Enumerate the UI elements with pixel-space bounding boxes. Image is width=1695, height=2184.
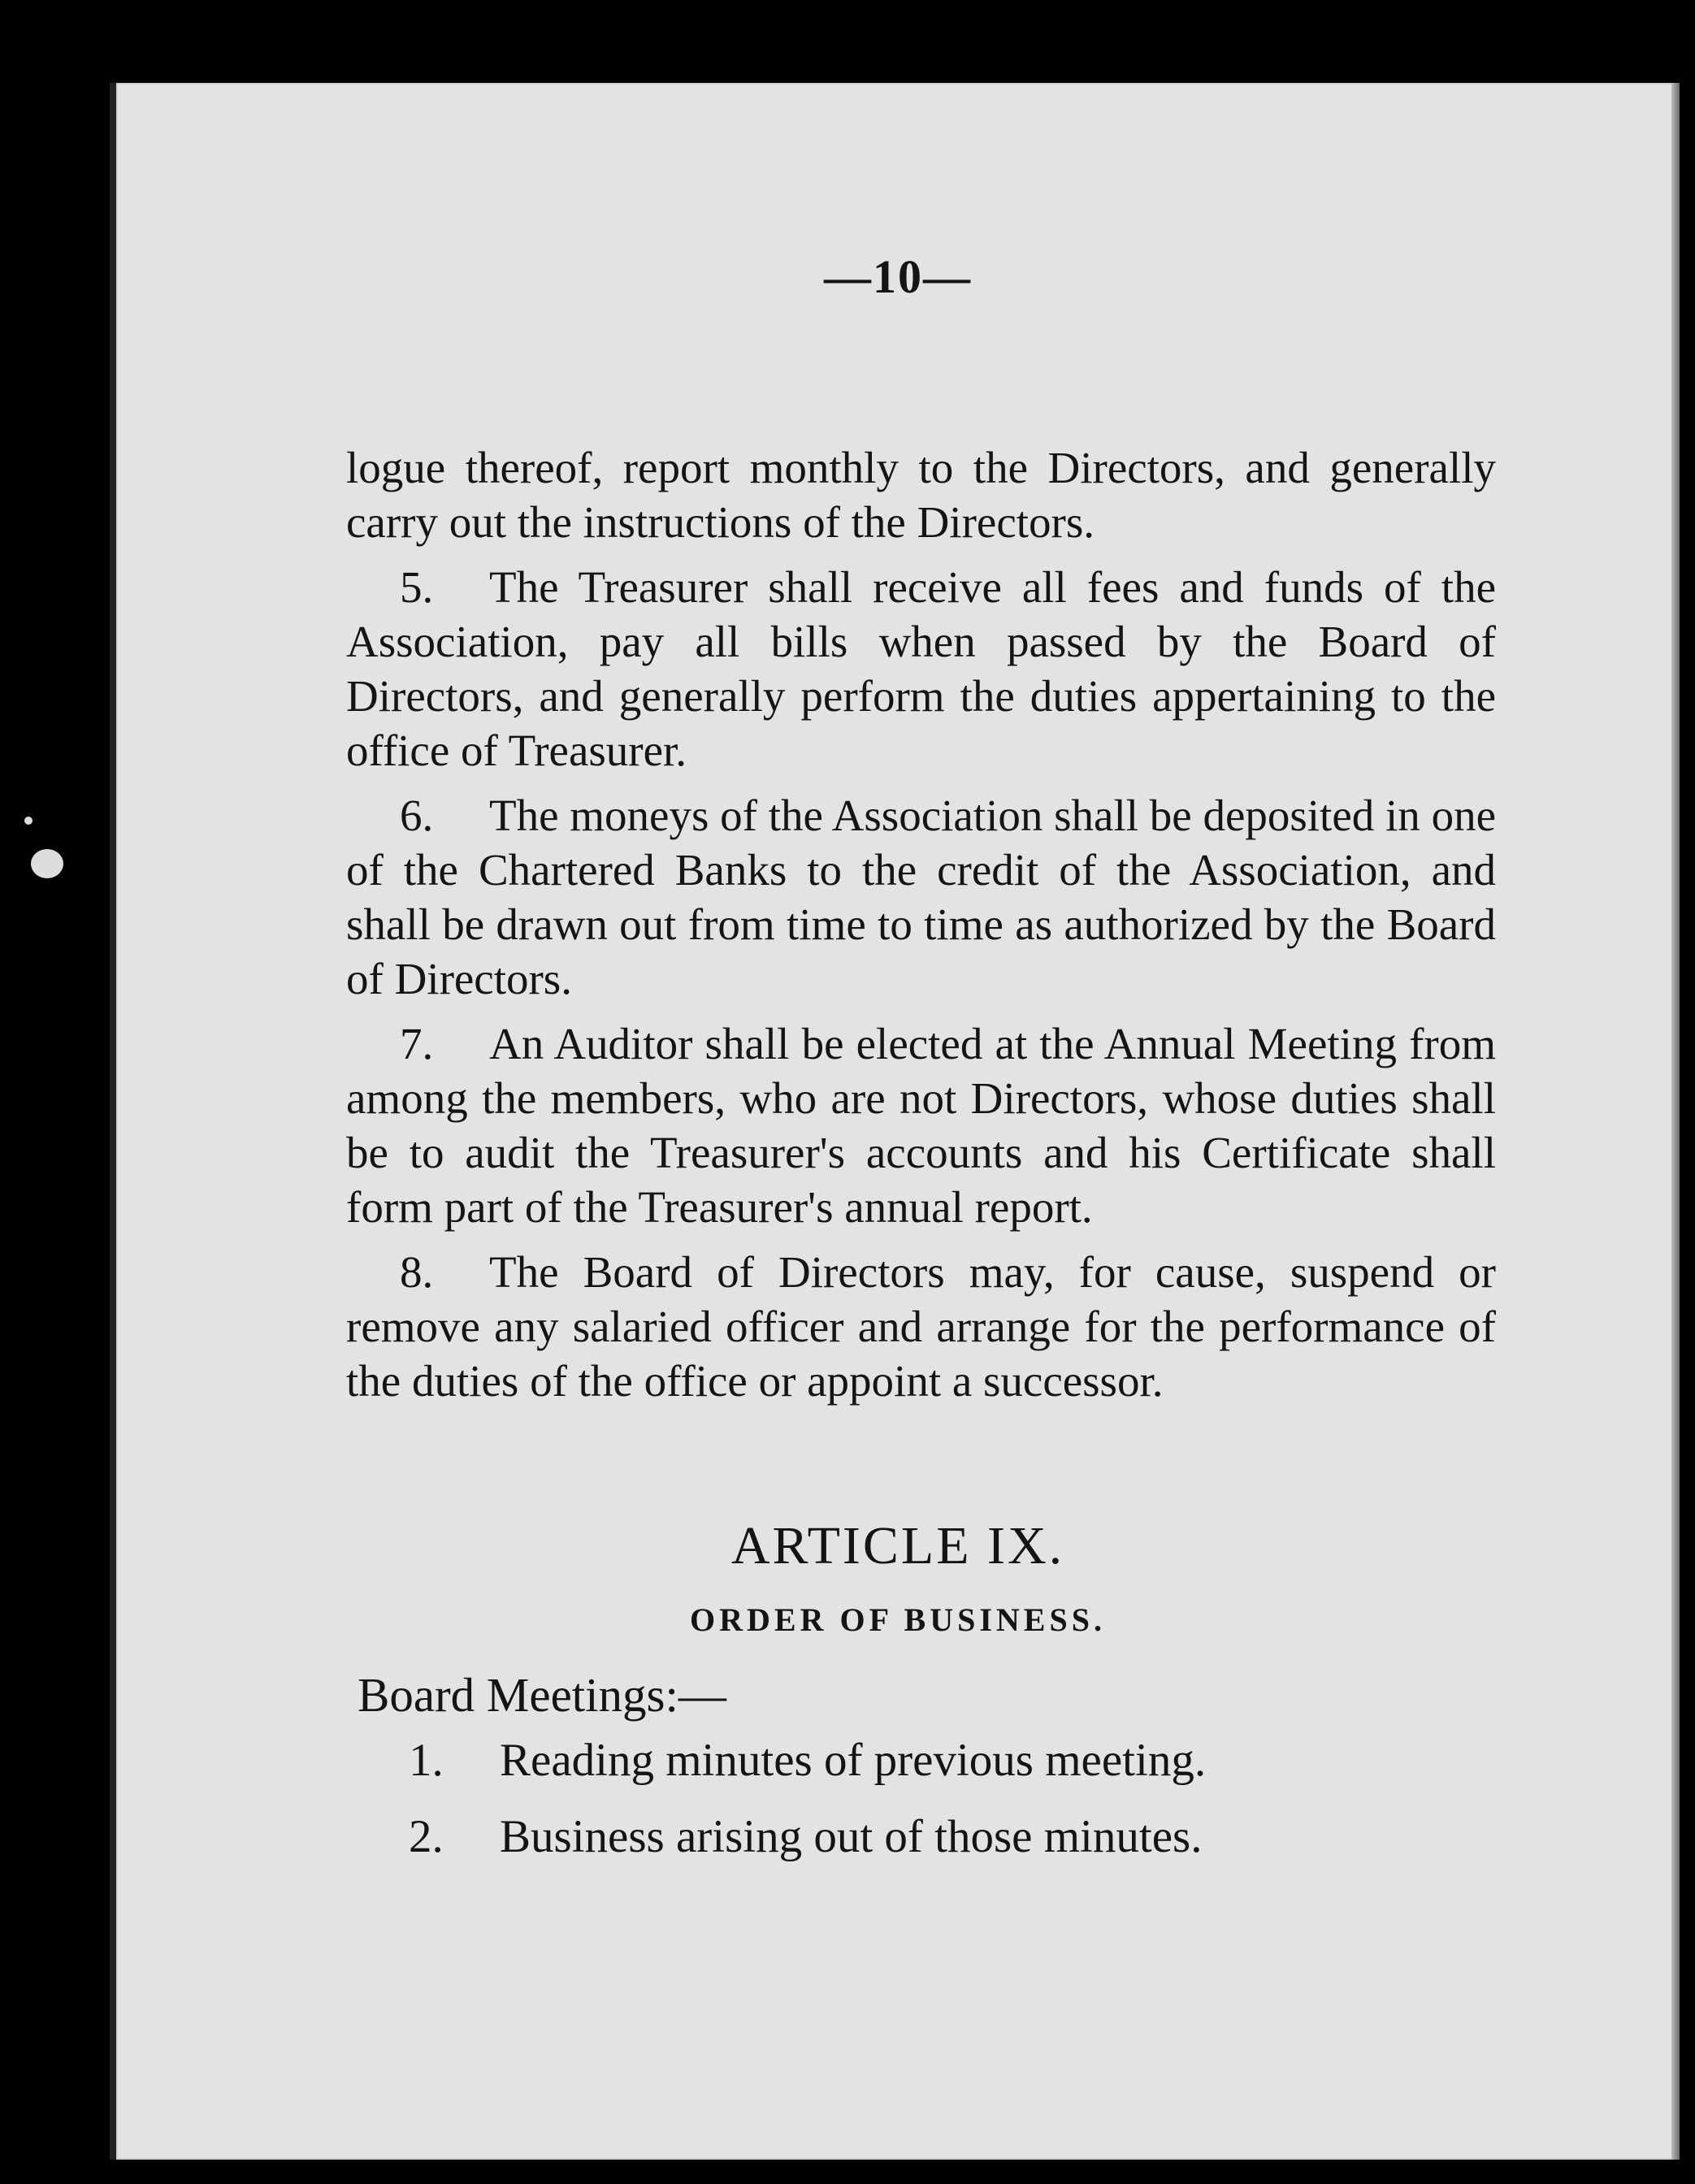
paragraph-text: An Auditor shall be elected at the Annual Meeting from among the members, who are not Directors, whose duties shall be to audit the Treasurer's accounts and his Certificate shall form part of the Treasurer's annual report.	[346, 1019, 1496, 1232]
paragraph-5	[346, 560, 1496, 778]
paragraph-continuation	[346, 440, 1496, 549]
article-title: ARTICLE IX.	[730, 1516, 1065, 1575]
paragraph-number: 8.	[400, 1247, 434, 1297]
paragraph-6	[346, 788, 1496, 1006]
list-item-text: Reading minutes of previous meeting.	[500, 1735, 1207, 1786]
paragraph-8	[346, 1245, 1496, 1408]
list-item-number: 2.	[409, 1811, 444, 1862]
scan-speck	[24, 817, 33, 825]
paragraph-text: The Board of Directors may, for cause, suspend or remove any salaried officer and arrange for the performance of the duties of the office or appoint a successor.	[346, 1247, 1496, 1406]
page-number: —10—	[824, 250, 972, 303]
paragraph-text: The Treasurer shall receive all fees and funds of the Association, pay all bills when passed by the Board of Directors, and generally perform the duties appertaining to the office of Treasurer.	[346, 562, 1496, 775]
paragraph-number: 5.	[400, 562, 434, 612]
scan-speck	[31, 849, 63, 878]
board-meetings-heading: Board Meetings:—	[358, 1668, 726, 1722]
list-item	[409, 1810, 1202, 1863]
paragraph-number: 6.	[400, 791, 434, 840]
body-text	[346, 440, 1496, 1419]
paragraph-text: logue thereof, report monthly to the Directors, and generally carry out the instructions of the Directors.	[346, 443, 1496, 547]
list-item	[409, 1734, 1206, 1787]
list-item-text: Business arising out of those minutes.	[500, 1811, 1203, 1862]
article-subtitle: ORDER OF BUSINESS.	[690, 1601, 1106, 1638]
document-page	[110, 83, 1680, 2160]
list-item-number: 1.	[409, 1735, 444, 1786]
paragraph-7	[346, 1016, 1496, 1234]
paragraph-text: The moneys of the Association shall be deposited in one of the Chartered Banks to the credit of the Association, and shall be drawn out from time to time as authorized by the Board of Directors.	[346, 791, 1496, 1003]
paragraph-number: 7.	[400, 1019, 434, 1068]
